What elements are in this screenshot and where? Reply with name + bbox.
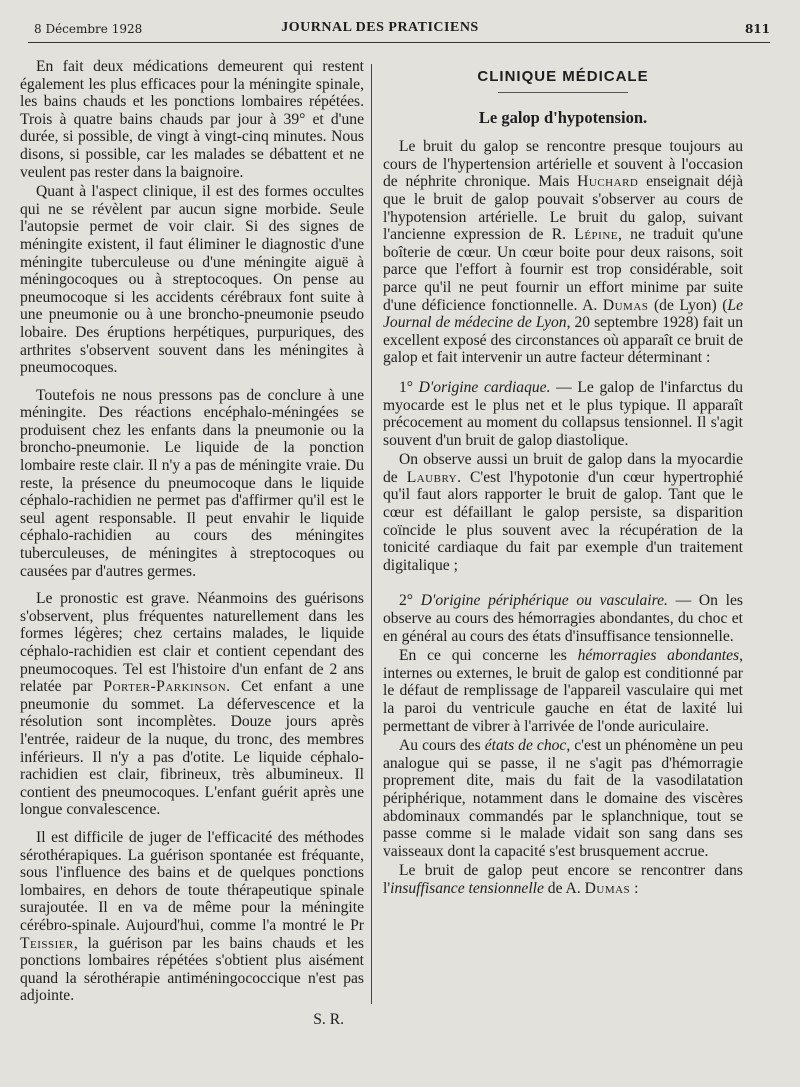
article-title: Le galop d'hypotension.: [478, 107, 648, 127]
signature: S. R.: [313, 1010, 344, 1028]
author-name: Huchard: [577, 173, 639, 191]
paragraph-hemorrhage: En ce qui concerne les hémorragies abondantes, internes ou externes, le bruit de galop est conditionné par le défaut de remplissage de l'appareil vasculaire qui met la paroi du ventricule gauche en état de laxité lui permettant de vibrer à l'arrivée de l'onde auriculaire.: [383, 647, 743, 735]
paragraph-treatment: En fait deux médications demeurent qui restent également les plus efficaces pour la méningite spinale, les bains chauds et les ponctions lombaires répétées. Trois à quatre bains chauds par jour à 39° et d'une durée, si possible, de vingt à vingt-cinq minutes. Nous disons, si possible, car les malades se débattent et ne veulent pas rester dans la baignoire.: [20, 58, 364, 181]
section-rule: [498, 92, 628, 93]
header-rule: [28, 42, 770, 43]
page-number: 811: [744, 22, 770, 36]
paragraph-caution: Toutefois ne nous pressons pas de conclure à une méningite. Des réactions encéphalo-méningées se produisent chez les enfants dans la pneumonie ou la broncho-pneumonie. Le liquide de la ponction lombaire reste clair. Il n'y a pas de méningite vraie. Du reste, la présence du pneumocoque dans le liquide céphalo-rachidien ne permet pas d'affirmer qu'il est le seul agent responsable. Il peut envahir le liquide céphalo-rachidien au cours des méningites tuberculeuses, de méningites à streptocoques ou causées par d'autres germes.: [20, 386, 364, 580]
right-column: [383, 58, 743, 900]
author-name: Dumas: [602, 296, 649, 314]
journal-citation: Le Journal de médecine de Lyon: [383, 296, 743, 332]
author-name: Laubry: [406, 468, 458, 486]
paragraph-intro: Le bruit du galop se rencontre presque toujours au cours de l'hypertension artérielle et souvent à l'occasion de néphrite chronique. Mais Huchard enseignait déjà que le bruit de galop pouvait s'observer au cours de l'hypotension artérielle. Le bruit du galop, suivant l'ancienne expression de R. Lépine, ne traduit qu'une boîterie de cœur. Un cœur boite pour deux raisons, soit parce que l'effort à fournir est trop considérable, soit parce qu'il ne peut fournir un effort minime par suite d'une déficience fonctionnelle. A. Dumas (de Lyon) (Le Journal de médecine de Lyon, 20 septembre 1928) fait un excellent exposé des circonstances où apparaît ce bruit de galop et fait intervenir un autre facteur déterminant :: [383, 138, 744, 367]
column-divider: [371, 64, 372, 1004]
paragraph-serotherapy: Il est difficile de juger de l'efficacité des méthodes sérothérapiques. La guérison spontanée est fréquante, sous l'influence des bains et de quelques ponctions lombaires, en dehors de toute thérapeutique spinale surajoutée. Il en va de même pour la méningite cérébro-spinale. Aujourd'hui, comme l'a montré le Pr Teissier, la guérison par les bains chauds et les ponctions lombaires répétées s'obtient plus aisément quand la sérothérapie antiméningococcique n'est pas adjointe.: [20, 828, 364, 1005]
author-name: Lépine: [574, 226, 618, 244]
item-vascular-origin: 2° D'origine périphérique ou vasculaire. — On les observe au cours des hémorragies abondantes, du choc et en général au cours des états d'insuffisance tensionnelle.: [383, 592, 744, 645]
journal-title: JOURNAL DES PRATICIENS: [281, 20, 479, 35]
paragraph-clinical-aspect: Quant à l'aspect clinique, il est des formes occultes qui ne se révèlent par aucun signe morbide. Seule l'autopsie permet de voir clair. Si des signes de méningite existent, il faut éliminer le diagnostic d'une méningite tuberculeuse ou d'une méningite aiguë à méningocoques ou à streptocoques. On pense au pneumocoque si les accidents cérébraux font suite à une pneumonie ou à une broncho-pneumonie pseudo lobaire. Des éruptions herpétiques, purpuriques, des arthrites s'observent souvent dans les méningites à pneumocoques.: [20, 183, 364, 377]
paragraph-shock: Au cours des états de choc, c'est un phénomène un peu analogue qui se passe, il ne s'agit pas d'hémorragie proprement dite, mais du fait de la vasodilatation périphérique, notamment dans le domaine des viscères abdominaux commandés par le splanchnique, tout se passe comme si le malade vidait son sang dans ses vaisseaux dont la capacité s'est brusquement accrue.: [383, 737, 743, 860]
section-heading: CLINIQUE MÉDICALE: [477, 68, 649, 85]
left-column: [20, 58, 364, 1028]
author-name: Porter-Parkinson: [103, 678, 227, 696]
paragraph-prognosis: Le pronostic est grave. Néanmoins des guérisons s'observent, plus fréquentes naturellement dans les formes légères; chez certains malades, le liquide céphalo-rachidien est clair et contient cependant des pneumocoques. Tel est l'histoire d'un enfant de 2 ans relatée par Porter-Parkinson. Cet enfant a une pneumonie du sommet. La défervescence et la résolution sont incomplètes. Douze jours après l'entrée, raideur de la nuque, du tronc, des membres inférieurs. Il n'y a pas d'otite. Le liquide céphalo-rachidien est clair, fibrineux, très albumineux. Il contient des pneumocoques. L'enfant guérit après une longue convalescence.: [20, 590, 364, 819]
author-name: Dumas: [584, 879, 631, 897]
issue-date: 8 Décembre 1928: [34, 22, 143, 36]
item-heading: D'origine cardiaque.: [418, 378, 551, 396]
paragraph-laubry: On observe aussi un bruit de galop dans la myocardie de Laubry. C'est l'hypotonie d'un cœur hypertrophié qu'il faut alors rapporter le bruit de galop. Tant que le cœur est défaillant le galop persiste, sa disparition coïncide le plus souvent avec la récupération de la tonicité cardiaque du fait par exemple d'un traitement digitalique ;: [383, 451, 743, 574]
item-heading: D'origine périphérique ou vasculaire.: [420, 592, 668, 610]
paragraph-insufficiency: Le bruit de galop peut encore se rencontrer dans l'insuffisance tensionnelle de A. Dumas :: [383, 862, 743, 897]
item-cardiac-origin: 1° D'origine cardiaque. — Le galop de l'infarctus du myocarde est le plus net et le plus typique. Il apparaît précocement au moment du collapsus tensionnel. Il s'agit souvent d'un bruit de galop diastolique.: [383, 378, 743, 449]
page-header: [30, 20, 770, 42]
author-name: Teissier: [20, 934, 74, 952]
